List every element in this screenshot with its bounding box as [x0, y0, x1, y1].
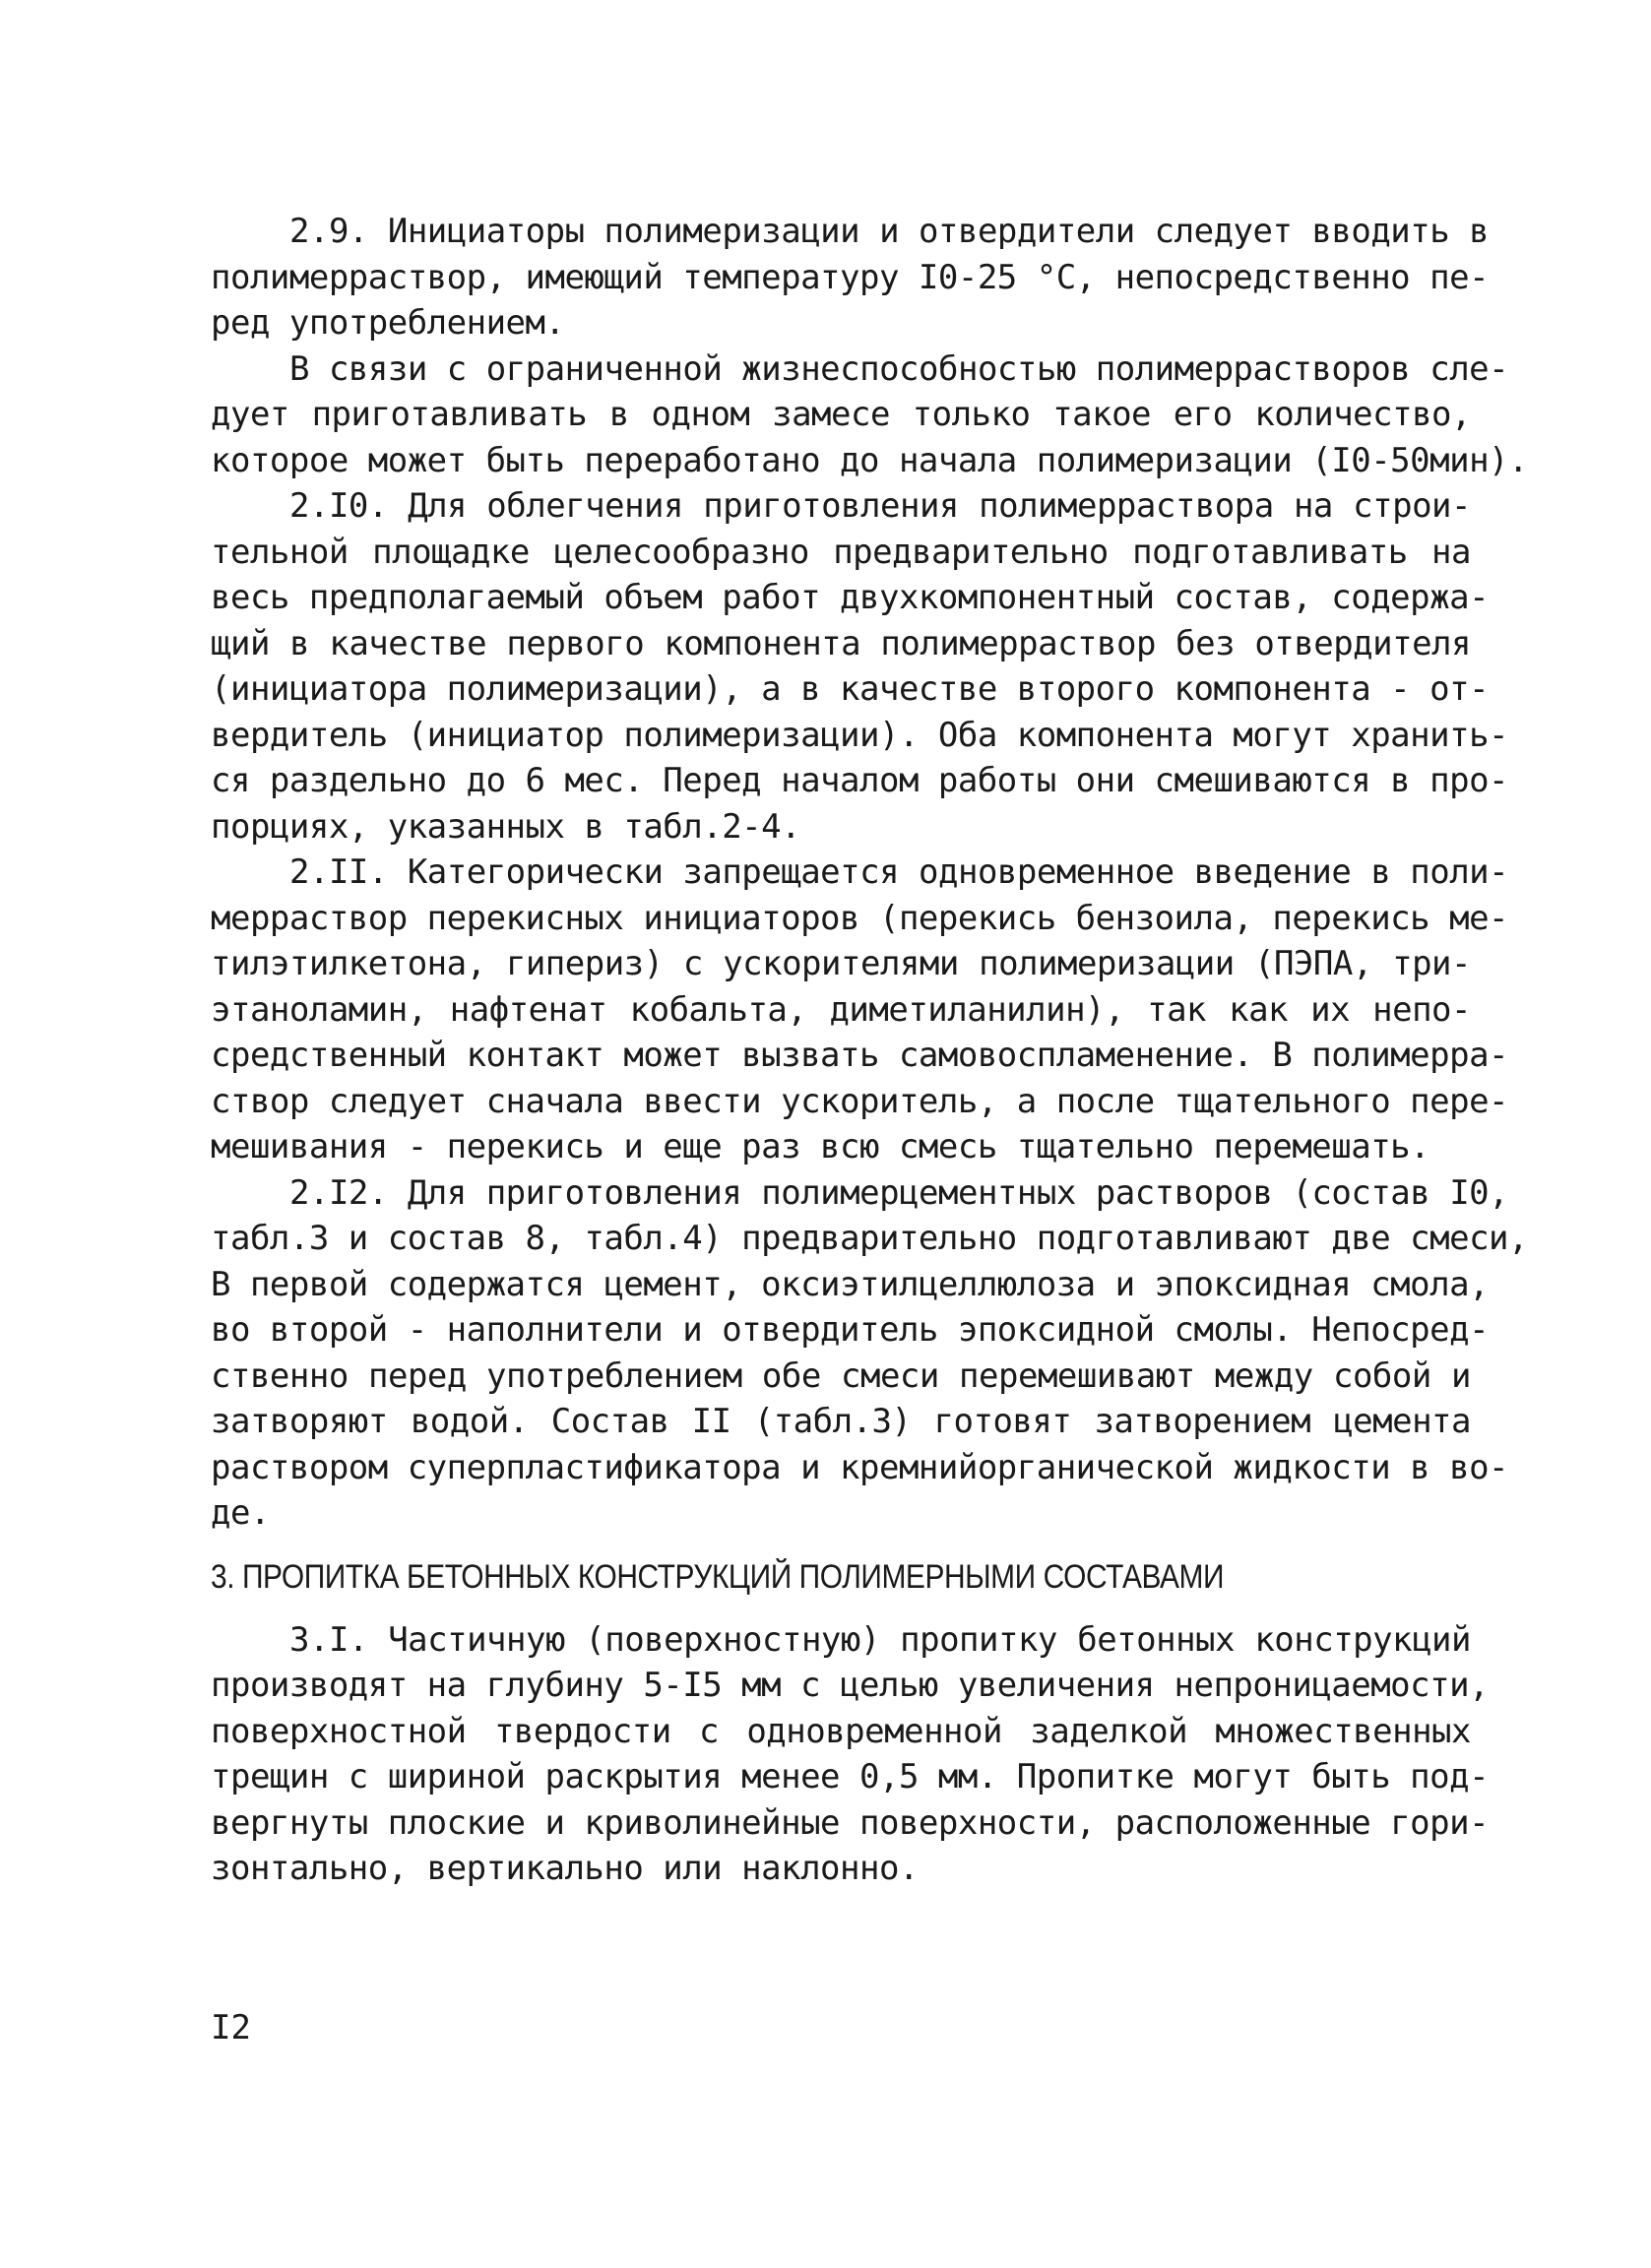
text-line: полимерраствор, имеющий температуру I0-25 °С, непосредственно пе- — [211, 257, 1490, 297]
text-line: 3.I. Частичную (поверхностную) пропитку бетонных конструкций — [289, 1619, 1471, 1660]
text-line: весь предполагаемый объем работ двухкомпонентный состав, содержа- — [211, 578, 1490, 617]
text-line: вергнуты плоские и криволинейные поверхности, расположенные гори- — [211, 1802, 1490, 1843]
paragraph-2-12 — [211, 1170, 1528, 1537]
text-line: В первой содержатся цемент, оксиэтилцеллюлоза и эпоксидная смола, — [211, 1264, 1490, 1304]
section-heading: 3. ПРОПИТКА БЕТОННЫХ КОНСТРУКЦИЙ ПОЛИМЕРНЫМИ СОСТАВАМИ — [211, 1557, 1225, 1596]
page-number: I2 — [211, 2008, 251, 2048]
text-line: тилэтилкетона, гипериз) с ускорителями полимеризации (ПЭПА, три- — [211, 944, 1471, 983]
text-line: мерраствор перекисных инициаторов (перекись бензоила, перекись ме- — [211, 898, 1509, 938]
text-line: (инициатора полимеризации), а в качестве второго компонента - от- — [211, 669, 1490, 709]
text-line: во второй - наполнители и отвердитель эпоксидной смолы. Непосред- — [211, 1310, 1490, 1350]
text-line: ственно перед употреблением обе смеси перемешивают между собой и — [211, 1355, 1471, 1396]
text-line: щий в качестве первого компонента полимерраствор без отвердителя — [211, 623, 1471, 663]
spacer — [211, 1600, 1471, 1617]
text-line: производят на глубину 5-I5 мм с целью увеличения непроницаемости, — [211, 1666, 1490, 1705]
text-line: 2.I2. Для приготовления полимерцементных растворов (состав I0, — [289, 1172, 1509, 1213]
text-line: мешивания - перекись и еще раз всю смесь тщательно перемешать. — [211, 1127, 1430, 1166]
text-line: де. — [211, 1493, 270, 1533]
text-line: затворяют водой. Состав II (табл.3) готовят затворением цемента — [211, 1402, 1471, 1441]
text-line: тельной площадке целесообразно предварительно подготавливать на — [211, 532, 1471, 572]
text-line: раствором суперпластификатора и кремнийорганической жидкости в во- — [211, 1447, 1509, 1487]
text-line: зонтально, вертикально или наклонно. — [211, 1849, 919, 1888]
text-line: 2.9. Инициаторы полимеризации и отвердители следует вводить в — [289, 212, 1490, 251]
paragraph-2-10 — [211, 483, 1509, 850]
text-line: В связи с ограниченной жизнеспособностью полимеррастворов сле- — [289, 348, 1509, 389]
text-line: 2.I0. Для облегчения приготовления полимерраствора на строи- — [289, 486, 1471, 526]
text-block — [211, 209, 1528, 1892]
paragraph-2-11 — [211, 850, 1509, 1170]
text-line: средственный контакт может вызвать самовоспламенение. В полимерра- — [211, 1036, 1509, 1075]
paragraph-2-9 — [211, 209, 1490, 346]
text-line: ся раздельно до 6 мес. Перед началом работы они смешиваются в про- — [211, 761, 1509, 800]
text-line: трещин с шириной раскрытия менее 0,5 мм. Пропитке могут быть под- — [211, 1757, 1490, 1796]
text-line: порциях, указанных в табл.2-4. — [211, 806, 801, 847]
text-line: вердитель (инициатор полимеризации). Оба компонента могут хранить- — [211, 715, 1509, 755]
paragraph-3-1 — [211, 1617, 1490, 1892]
text-line: 2.II. Категорически запрещается одновременное введение в поли- — [289, 852, 1509, 892]
text-line: створ следует сначала ввести ускоритель, а после тщательного пере- — [211, 1081, 1509, 1121]
text-line: табл.3 и состав 8, табл.4) предварительно подготавливают две смеси, — [211, 1219, 1528, 1258]
text-line: дует приготавливать в одном замесе только такое его количество, — [211, 395, 1471, 434]
text-line: этаноламин, нафтенат кобальта, диметиланилин), так как их непо- — [211, 989, 1471, 1030]
text-line: которое может быть переработано до начала полимеризации (I0-50мин). — [211, 440, 1528, 480]
text-line: поверхностной твердости с одновременной заделкой множественных — [211, 1711, 1471, 1751]
paragraph-2-9-continued — [211, 346, 1528, 484]
text-line: ред употреблением. — [211, 303, 565, 343]
spacer — [211, 1537, 1471, 1554]
